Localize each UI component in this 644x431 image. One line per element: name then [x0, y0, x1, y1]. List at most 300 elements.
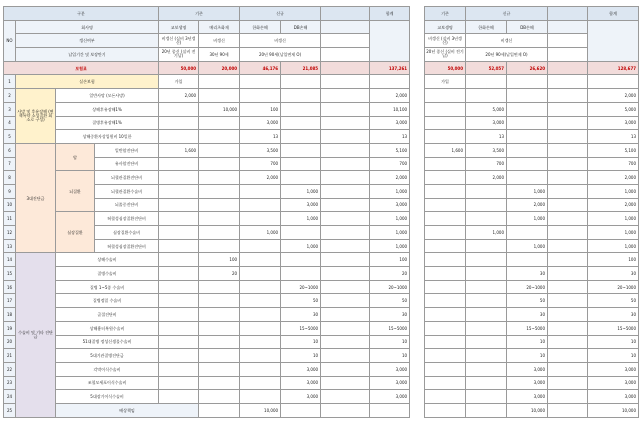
period-value: 20년 90세(납입면제 O): [466, 48, 548, 62]
total-cell: [588, 75, 639, 89]
row-number: 21: [4, 349, 16, 363]
amount-cell: 3,000: [507, 376, 548, 390]
header-existing: 기존: [159, 7, 240, 21]
coverage-item: 유사암진단비: [95, 157, 159, 171]
row-number: 15: [4, 267, 16, 281]
total-cell: 3,000: [370, 362, 410, 376]
amount-cell: [240, 280, 281, 294]
company-name: 한화손해: [466, 20, 507, 34]
premium-label: 보험료: [4, 61, 159, 75]
blank-cell: [548, 102, 588, 116]
amount-cell: [240, 376, 281, 390]
coverage-item: 상해중환자상입원비 10일한: [56, 130, 159, 144]
blank-cell: [548, 89, 588, 103]
total-cell: 100: [588, 253, 639, 267]
blank-cell: [321, 171, 370, 185]
amount-cell: [159, 157, 199, 171]
amount-cell: 20~1000: [281, 280, 321, 294]
amount-cell: [281, 267, 321, 281]
amount-cell: 1,000: [507, 212, 548, 226]
blank-cell: [321, 212, 370, 226]
amount-cell: 50: [281, 294, 321, 308]
amount-cell: [466, 184, 507, 198]
amount-cell: [425, 294, 466, 308]
total-cell: 10,000: [588, 403, 639, 417]
amount-cell: [507, 102, 548, 116]
coverage-item: 실손보험: [16, 75, 159, 89]
row-number: 18: [4, 308, 16, 322]
premium-blank: [548, 61, 588, 75]
amount-cell: [159, 116, 199, 130]
blank-cell: [321, 267, 370, 281]
blank-cell: [321, 157, 370, 171]
company-name: 교보생명: [425, 20, 466, 34]
amount-cell: [507, 130, 548, 144]
table-row: [425, 130, 639, 144]
amount-cell: [425, 362, 466, 376]
blank-cell: [321, 239, 370, 253]
amount-cell: 1,000: [281, 212, 321, 226]
total-cell: 10: [370, 349, 410, 363]
amount-cell: [199, 75, 240, 89]
total-cell: 20~1000: [370, 280, 410, 294]
amount-cell: [159, 376, 199, 390]
premium-total: 128,677: [588, 61, 639, 75]
amount-cell: [159, 171, 199, 185]
amount-cell: [281, 116, 321, 130]
amount-cell: 3,000: [507, 362, 548, 376]
amount-cell: 5,000: [466, 102, 507, 116]
table-row: [425, 349, 639, 363]
blank-cell: [548, 362, 588, 376]
coverage-item: 질병정밀 수술비: [56, 294, 159, 308]
amount-cell: [159, 308, 199, 322]
blank-cell: [548, 198, 588, 212]
row-number: 6: [4, 143, 16, 157]
row-number: 20: [4, 335, 16, 349]
blank-cell: [548, 130, 588, 144]
blank-cell: [321, 308, 370, 322]
blank-cell: [321, 226, 370, 240]
coverage-item: 허혈성심장질환진단비: [95, 239, 159, 253]
renewal-value: 비갱신 (실비 3년갱신): [425, 34, 466, 48]
table-row: [425, 198, 639, 212]
company-name: 교보생명: [159, 20, 199, 34]
header-total: 합계: [370, 7, 410, 21]
blank-cell: [548, 171, 588, 185]
amount-cell: 3,000: [466, 116, 507, 130]
amount-cell: [240, 75, 281, 89]
row-number: 25: [4, 403, 16, 417]
table-row: [4, 390, 410, 404]
amount-cell: [199, 294, 240, 308]
period-value: [548, 48, 588, 62]
amount-cell: [159, 362, 199, 376]
row-number: 1: [4, 75, 16, 89]
amount-cell: [466, 403, 507, 417]
amount-cell: [159, 253, 199, 267]
total-cell: 30: [588, 267, 639, 281]
coverage-item: 뇌졸중진단비: [95, 198, 159, 212]
table-row: [4, 212, 410, 226]
total-cell: 50: [370, 294, 410, 308]
amount-cell: [199, 143, 240, 157]
amount-cell: [281, 403, 321, 417]
amount-cell: [281, 75, 321, 89]
row-number: 19: [4, 321, 16, 335]
company-name: 메리츠화재: [199, 20, 240, 34]
amount-cell: [425, 171, 466, 185]
header-blank: [548, 20, 588, 34]
amount-cell: [466, 212, 507, 226]
premium-total: 137,261: [370, 61, 410, 75]
amount-cell: 2,000: [466, 171, 507, 185]
period-value: 20년 종신 (실비 전기납): [425, 48, 466, 62]
blank-cell: [321, 198, 370, 212]
total-blank: [370, 20, 410, 61]
total-cell: 1,000: [370, 226, 410, 240]
table-row: [425, 143, 639, 157]
header-blank: [321, 7, 370, 21]
total-cell: 1,000: [588, 239, 639, 253]
total-cell: 13: [588, 130, 639, 144]
total-cell: 10: [370, 335, 410, 349]
row-number: 8: [4, 171, 16, 185]
blank-cell: [548, 75, 588, 89]
table-row: [4, 130, 410, 144]
amount-cell: [466, 89, 507, 103]
amount-cell: [240, 253, 281, 267]
amount-cell: [466, 294, 507, 308]
table-row: [4, 376, 410, 390]
row-number: 10: [4, 198, 16, 212]
blank-cell: [321, 376, 370, 390]
amount-cell: 3,000: [507, 390, 548, 404]
amount-cell: [466, 308, 507, 322]
amount-cell: [199, 212, 240, 226]
table-row: [4, 102, 410, 116]
blank-cell: [548, 321, 588, 335]
table-row: [425, 335, 639, 349]
amount-cell: [199, 376, 240, 390]
total-cell: 1,000: [588, 226, 639, 240]
total-cell: 3,000: [370, 198, 410, 212]
amount-cell: [321, 403, 370, 417]
total-cell: 100: [370, 253, 410, 267]
coverage-item: 5대기관질병진단금: [56, 349, 159, 363]
amount-cell: [466, 349, 507, 363]
amount-cell: [199, 280, 240, 294]
total-cell: 13: [370, 130, 410, 144]
amount-cell: [425, 335, 466, 349]
coverage-item: 일반사망 (모든사망): [56, 89, 159, 103]
amount-cell: 3,000: [281, 198, 321, 212]
total-cell: 3,000: [370, 376, 410, 390]
amount-cell: 10: [507, 349, 548, 363]
total-cell: 15~5000: [588, 321, 639, 335]
total-cell: 5,100: [588, 143, 639, 157]
total-cell: 1,000: [588, 212, 639, 226]
amount-cell: 가입: [425, 75, 466, 89]
amount-cell: [281, 130, 321, 144]
table-row: [4, 171, 410, 185]
renewal-value: 비갱신 (실비 3년갱신): [159, 34, 199, 48]
amount-cell: 3,000: [240, 116, 281, 130]
table-row: [425, 267, 639, 281]
amount-cell: [199, 171, 240, 185]
total-cell: 15~5000: [370, 321, 410, 335]
row-number: 23: [4, 376, 16, 390]
total-cell: 50: [588, 294, 639, 308]
total-cell: 20: [370, 267, 410, 281]
amount-cell: [199, 130, 240, 144]
amount-cell: 1,600: [425, 143, 466, 157]
table-row: [425, 212, 639, 226]
blank-cell: [548, 403, 588, 417]
row-number: 22: [4, 362, 16, 376]
coverage-item: 5대장기이식수술비: [56, 390, 159, 404]
blank-cell: [548, 116, 588, 130]
coverage-item: 일반암진단비: [95, 143, 159, 157]
amount-cell: [425, 130, 466, 144]
row-number: 4: [4, 116, 16, 130]
amount-cell: [240, 294, 281, 308]
amount-cell: [159, 198, 199, 212]
total-cell: 1,000: [370, 212, 410, 226]
table-row: [425, 171, 639, 185]
amount-cell: [466, 362, 507, 376]
amount-cell: [466, 239, 507, 253]
blank-cell: [321, 362, 370, 376]
amount-cell: 20: [199, 267, 240, 281]
amount-cell: [425, 102, 466, 116]
renewal-value: [548, 34, 588, 48]
total-cell: 2,000: [588, 198, 639, 212]
blank-cell: [548, 212, 588, 226]
blank-cell: [548, 226, 588, 240]
renewal-value: 비갱신: [466, 34, 548, 48]
total-cell: 1,000: [588, 184, 639, 198]
renewal-value: 비갱신: [240, 34, 321, 48]
amount-cell: [507, 75, 548, 89]
amount-cell: [425, 239, 466, 253]
amount-cell: [240, 390, 281, 404]
row-number: 3: [4, 102, 16, 116]
blank-cell: [321, 143, 370, 157]
amount-cell: [199, 226, 240, 240]
table-row: [425, 362, 639, 376]
company-name: 한화손해: [240, 20, 281, 34]
group-label: 수술비 및 기타 진단금: [16, 253, 56, 417]
blank-cell: [321, 321, 370, 335]
amount-cell: [240, 362, 281, 376]
amount-cell: [240, 335, 281, 349]
blank-cell: [548, 143, 588, 157]
amount-cell: [199, 362, 240, 376]
total-cell: 5,100: [370, 143, 410, 157]
coverage-item: 상해흉터복원수술비: [56, 321, 159, 335]
row-number: 24: [4, 390, 16, 404]
row-number: 7: [4, 157, 16, 171]
table-row: [4, 403, 410, 417]
subgroup-label: 암: [56, 143, 95, 170]
coverage-item: 51대질병 정성신생물수술비: [56, 335, 159, 349]
amount-cell: 50: [507, 294, 548, 308]
amount-cell: [199, 89, 240, 103]
renewal-value: 비갱신: [199, 34, 240, 48]
amount-cell: [466, 376, 507, 390]
amount-cell: [281, 102, 321, 116]
amount-cell: [159, 321, 199, 335]
table-row: [4, 89, 410, 103]
amount-cell: 30: [281, 308, 321, 322]
amount-cell: [466, 321, 507, 335]
amount-cell: [425, 184, 466, 198]
amount-cell: 2,000: [159, 89, 199, 103]
subgroup-label: 뇌질환: [56, 171, 95, 212]
row-number: 16: [4, 280, 16, 294]
amount-cell: [466, 75, 507, 89]
amount-cell: 10: [507, 335, 548, 349]
period-value: 20년 종신 (실비 전기납): [159, 48, 199, 62]
table-row: [4, 294, 410, 308]
table-row: [4, 308, 410, 322]
header-new: 신규: [240, 7, 321, 21]
amount-cell: [281, 157, 321, 171]
coverage-item: 조혈모세포이식수술비: [56, 376, 159, 390]
header-new: 신규: [466, 7, 548, 21]
amount-cell: [159, 335, 199, 349]
table-row: [4, 75, 410, 89]
total-cell: [370, 75, 410, 89]
amount-cell: 20~1000: [507, 280, 548, 294]
amount-cell: 100: [199, 253, 240, 267]
company-name: DB손해: [507, 20, 548, 34]
amount-cell: [425, 349, 466, 363]
amount-cell: [240, 184, 281, 198]
table-row: [4, 321, 410, 335]
total-cell: 10: [588, 335, 639, 349]
row-number: 13: [4, 239, 16, 253]
coverage-item: 뇌혈관질환수술비: [95, 184, 159, 198]
amount-cell: [159, 212, 199, 226]
blank-cell: [321, 102, 370, 116]
amount-cell: [240, 308, 281, 322]
amount-cell: [199, 321, 240, 335]
amount-cell: [199, 308, 240, 322]
header-gubun: 구분: [4, 7, 159, 21]
blank-cell: [321, 294, 370, 308]
premium-value: 26,620: [507, 61, 548, 75]
amount-cell: [425, 212, 466, 226]
amount-cell: [240, 212, 281, 226]
amount-cell: [240, 89, 281, 103]
amount-cell: [507, 171, 548, 185]
period-label: 납입기간 및 보장만기: [16, 48, 159, 62]
table-row: [425, 116, 639, 130]
table-row: [4, 267, 410, 281]
amount-cell: [159, 239, 199, 253]
header-existing: 기존: [425, 7, 466, 21]
amount-cell: [425, 267, 466, 281]
amount-cell: [281, 171, 321, 185]
table-row: [4, 280, 410, 294]
amount-cell: [507, 89, 548, 103]
amount-cell: [281, 143, 321, 157]
amount-cell: [281, 89, 321, 103]
new-plan-table: [424, 6, 639, 418]
table-row: [425, 376, 639, 390]
coverage-item: 배상책임: [56, 403, 199, 417]
amount-cell: [425, 321, 466, 335]
amount-cell: 3,500: [240, 143, 281, 157]
premium-blank: [321, 61, 370, 75]
total-cell: 3,000: [370, 116, 410, 130]
amount-cell: [159, 390, 199, 404]
amount-cell: [425, 403, 466, 417]
premium-value: 50,000: [159, 61, 199, 75]
amount-cell: [240, 198, 281, 212]
amount-cell: 1,000: [507, 239, 548, 253]
amount-cell: [159, 184, 199, 198]
amount-cell: [466, 267, 507, 281]
premium-value: 20,000: [199, 61, 240, 75]
row-number: 5: [4, 130, 16, 144]
coverage-item: 각막이식수술비: [56, 362, 159, 376]
amount-cell: [466, 335, 507, 349]
blank-cell: [548, 280, 588, 294]
coverage-item: 골절진단비: [56, 308, 159, 322]
coverage-item: 상해수술비: [56, 253, 159, 267]
amount-cell: [199, 116, 240, 130]
total-cell: 5,000: [588, 102, 639, 116]
total-cell: 30: [370, 308, 410, 322]
amount-cell: [425, 308, 466, 322]
table-row: [425, 157, 639, 171]
table-row: [425, 226, 639, 240]
table-row: [4, 116, 410, 130]
premium-value: 52,057: [466, 61, 507, 75]
period-value: [321, 48, 370, 62]
total-cell: 3,000: [588, 376, 639, 390]
table-row: [425, 280, 639, 294]
amount-cell: 1,600: [159, 143, 199, 157]
amount-cell: [240, 267, 281, 281]
coverage-item: 질병수술비: [56, 267, 159, 281]
table-row: [425, 294, 639, 308]
table-row: [4, 362, 410, 376]
amount-cell: [425, 253, 466, 267]
no-label: NO: [4, 20, 16, 61]
amount-cell: [425, 89, 466, 103]
amount-cell: [425, 226, 466, 240]
amount-cell: [199, 157, 240, 171]
amount-cell: [240, 321, 281, 335]
total-cell: 10,100: [370, 102, 410, 116]
amount-cell: [159, 349, 199, 363]
amount-cell: [199, 403, 240, 417]
blank-cell: [548, 390, 588, 404]
amount-cell: [199, 390, 240, 404]
coverage-item: 허혈성심장질환진단비: [95, 212, 159, 226]
amount-cell: 3,000: [281, 376, 321, 390]
amount-cell: 15~5000: [507, 321, 548, 335]
amount-cell: 3,500: [466, 143, 507, 157]
amount-cell: [159, 226, 199, 240]
amount-cell: [425, 390, 466, 404]
premium-value: 50,000: [425, 61, 466, 75]
blank-cell: [321, 253, 370, 267]
